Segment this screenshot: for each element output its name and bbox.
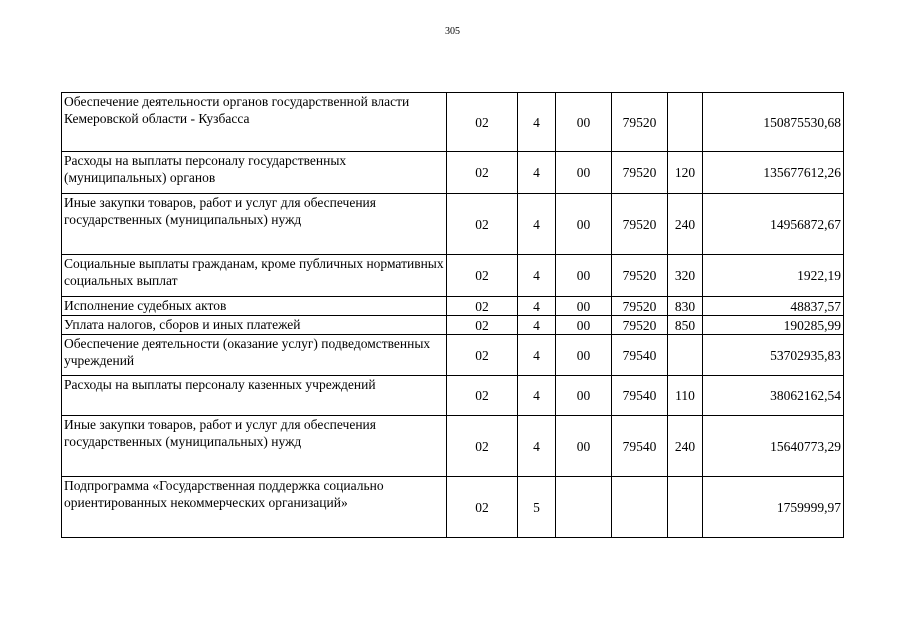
section-code-cell: 02 [447, 194, 518, 255]
section-code-cell: 02 [447, 297, 518, 316]
expense-type-cell: 120 [668, 152, 703, 194]
table-row [62, 335, 844, 376]
subprogram-code-cell: 00 [556, 255, 612, 297]
subprogram-code-cell: 00 [556, 93, 612, 152]
expense-type-cell: 240 [668, 194, 703, 255]
expense-type-cell: 240 [668, 416, 703, 477]
direction-code-cell: 79520 [612, 255, 668, 297]
direction-code-cell: 79520 [612, 194, 668, 255]
item-name-cell: Иные закупки товаров, работ и услуг для обеспечения государственных (муниципальных) нужд [62, 194, 447, 255]
section-code-cell: 02 [447, 477, 518, 538]
expense-type-cell [668, 93, 703, 152]
subprogram-code-cell [556, 477, 612, 538]
direction-code-cell: 79540 [612, 335, 668, 376]
table-row [62, 255, 844, 297]
amount-cell: 15640773,29 [703, 416, 844, 477]
amount-cell: 14956872,67 [703, 194, 844, 255]
direction-code-cell: 79540 [612, 416, 668, 477]
program-code-cell: 4 [518, 152, 556, 194]
program-code-cell: 5 [518, 477, 556, 538]
program-code-cell: 4 [518, 316, 556, 335]
item-name-cell: Расходы на выплаты персоналу казенных учреждений [62, 376, 447, 416]
item-name-cell: Иные закупки товаров, работ и услуг для обеспечения государственных (муниципальных) нужд [62, 416, 447, 477]
table-row [62, 316, 844, 335]
section-code-cell: 02 [447, 93, 518, 152]
section-code-cell: 02 [447, 316, 518, 335]
section-code-cell: 02 [447, 376, 518, 416]
program-code-cell: 4 [518, 335, 556, 376]
item-name-cell: Обеспечение деятельности (оказание услуг) подведомственных учреждений [62, 335, 447, 376]
table-row [62, 416, 844, 477]
section-code-cell: 02 [447, 335, 518, 376]
expense-type-cell [668, 477, 703, 538]
program-code-cell: 4 [518, 416, 556, 477]
direction-code-cell: 79520 [612, 297, 668, 316]
item-name-cell: Расходы на выплаты персоналу государственных (муниципальных) органов [62, 152, 447, 194]
table-row [62, 297, 844, 316]
direction-code-cell: 79520 [612, 152, 668, 194]
expense-type-cell: 110 [668, 376, 703, 416]
table-row [62, 376, 844, 416]
amount-cell: 1759999,97 [703, 477, 844, 538]
amount-cell: 190285,99 [703, 316, 844, 335]
expense-type-cell: 320 [668, 255, 703, 297]
item-name-cell: Обеспечение деятельности органов государственной власти Кемеровской области - Кузбасса [62, 93, 447, 152]
program-code-cell: 4 [518, 93, 556, 152]
expense-type-cell [668, 335, 703, 376]
program-code-cell: 4 [518, 255, 556, 297]
amount-cell: 38062162,54 [703, 376, 844, 416]
direction-code-cell: 79520 [612, 316, 668, 335]
amount-cell: 48837,57 [703, 297, 844, 316]
budget-table [61, 92, 844, 538]
program-code-cell: 4 [518, 297, 556, 316]
section-code-cell: 02 [447, 416, 518, 477]
item-name-cell: Уплата налогов, сборов и иных платежей [62, 316, 447, 335]
expense-type-cell: 850 [668, 316, 703, 335]
table-row [62, 477, 844, 538]
section-code-cell: 02 [447, 152, 518, 194]
item-name-cell: Исполнение судебных актов [62, 297, 447, 316]
item-name-cell: Социальные выплаты гражданам, кроме публичных нормативных социальных выплат [62, 255, 447, 297]
program-code-cell: 4 [518, 194, 556, 255]
amount-cell: 53702935,83 [703, 335, 844, 376]
section-code-cell: 02 [447, 255, 518, 297]
subprogram-code-cell: 00 [556, 316, 612, 335]
subprogram-code-cell: 00 [556, 297, 612, 316]
direction-code-cell [612, 477, 668, 538]
amount-cell: 1922,19 [703, 255, 844, 297]
subprogram-code-cell: 00 [556, 416, 612, 477]
table-row [62, 194, 844, 255]
expense-type-cell: 830 [668, 297, 703, 316]
direction-code-cell: 79520 [612, 93, 668, 152]
subprogram-code-cell: 00 [556, 335, 612, 376]
table-row [62, 93, 844, 152]
item-name-cell: Подпрограмма «Государственная поддержка социально ориентированных некоммерческих организаций» [62, 477, 447, 538]
table-row [62, 152, 844, 194]
amount-cell: 150875530,68 [703, 93, 844, 152]
page-number: 305 [445, 26, 460, 37]
subprogram-code-cell: 00 [556, 194, 612, 255]
program-code-cell: 4 [518, 376, 556, 416]
direction-code-cell: 79540 [612, 376, 668, 416]
subprogram-code-cell: 00 [556, 376, 612, 416]
subprogram-code-cell: 00 [556, 152, 612, 194]
amount-cell: 135677612,26 [703, 152, 844, 194]
